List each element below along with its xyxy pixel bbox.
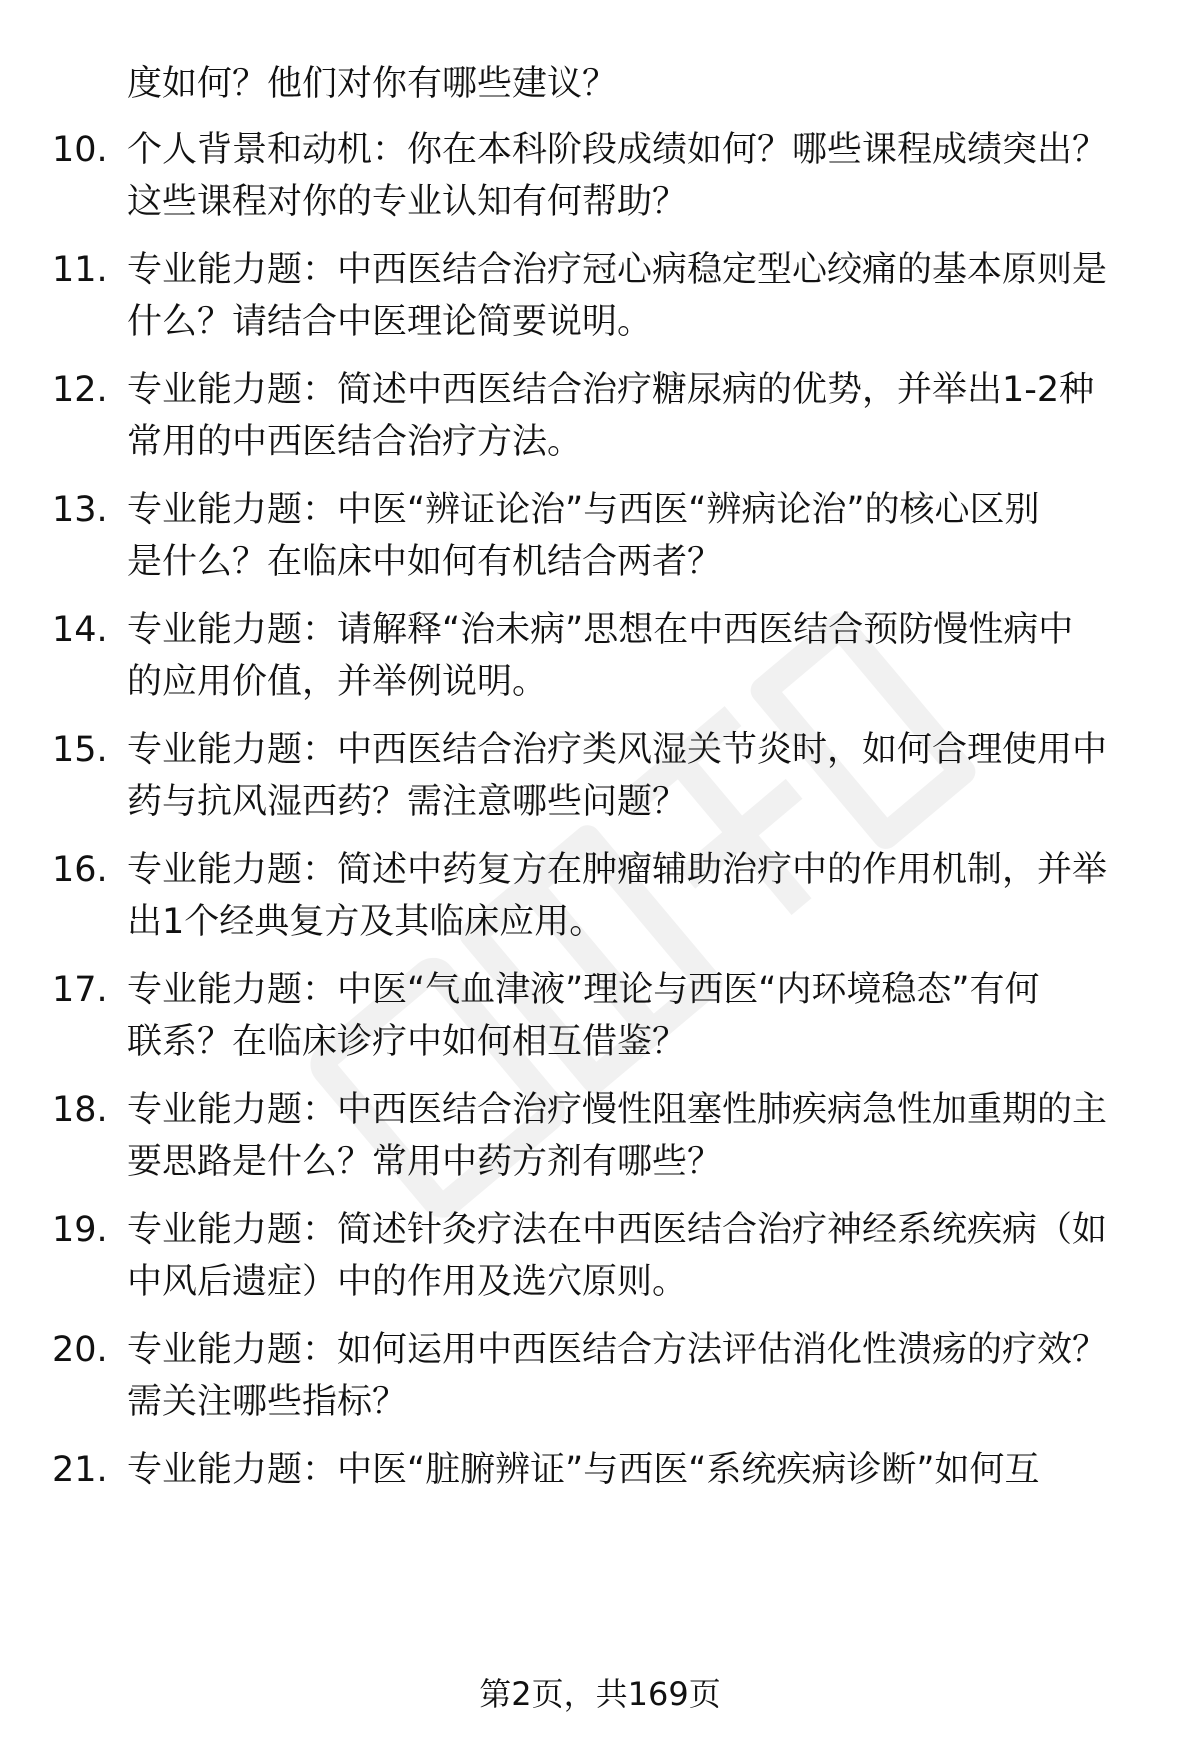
question-text-line: 专业能力题：中医“脏腑辨证”与西医“系统疾病诊断”如何互 <box>127 1450 1040 1490</box>
question-text-line: 联系？在临床诊疗中如何相互借鉴？ <box>127 1022 688 1062</box>
question-text-line: 的应用价值，并举例说明。 <box>127 662 548 702</box>
question-text-line: 专业能力题：中西医结合治疗类风湿关节炎时，如何合理使用中 <box>127 730 1108 770</box>
question-number: 15. <box>52 730 108 770</box>
question-text <box>127 1444 1147 1496</box>
question-text <box>127 1324 1147 1428</box>
question-text-line: 专业能力题：简述中西医结合治疗糖尿病的优势，并举出1-2种 <box>127 370 1095 410</box>
question-text <box>127 964 1147 1068</box>
question-text <box>127 844 1147 948</box>
question-number: 16. <box>52 850 108 890</box>
question-text <box>127 484 1147 588</box>
question-text-line: 专业能力题：中医“辨证论治”与西医“辨病论治”的核心区别 <box>127 490 1040 530</box>
question-text-line: 什么？请结合中医理论简要说明。 <box>127 302 653 342</box>
question-text-line: 药与抗风湿西药？需注意哪些问题？ <box>127 782 688 822</box>
question-text <box>127 604 1147 708</box>
question-text <box>127 724 1147 828</box>
question-number: 19. <box>52 1210 108 1250</box>
question-number: 11. <box>52 250 108 290</box>
question-text-line: 出1个经典复方及其临床应用。 <box>127 902 605 942</box>
question-text-line: 专业能力题：请解释“治未病”思想在中西医结合预防慢性病中 <box>127 610 1074 650</box>
question-text-line: 专业能力题：中西医结合治疗慢性阻塞性肺疾病急性加重期的主 <box>127 1090 1108 1130</box>
question-text-line: 专业能力题：中医“气血津液”理论与西医“内环境稳态”有何 <box>127 970 1040 1010</box>
question-number: 21. <box>52 1450 108 1490</box>
question-text <box>127 364 1147 468</box>
question-text-line: 是什么？在临床中如何有机结合两者？ <box>127 542 723 582</box>
question-text-line: 要思路是什么？常用中药方剂有哪些？ <box>127 1142 723 1182</box>
question-text <box>127 124 1147 228</box>
question-number: 17. <box>52 970 108 1010</box>
question-text-line: 个人背景和动机：你在本科阶段成绩如何？哪些课程成绩突出？ <box>127 130 1108 170</box>
question-text <box>127 244 1147 348</box>
question-text <box>127 1084 1147 1188</box>
question-text-line: 中风后遗症）中的作用及选穴原则。 <box>127 1262 688 1302</box>
question-text-line: 这些课程对你的专业认知有何帮助？ <box>127 182 688 222</box>
question-text-line: 专业能力题：简述中药复方在肿瘤辅助治疗中的作用机制，并举 <box>127 850 1108 890</box>
question-number: 14. <box>52 610 108 650</box>
question-number: 18. <box>52 1090 108 1130</box>
question-text-line: 专业能力题：简述针灸疗法在中西医结合治疗神经系统疾病（如 <box>127 1210 1108 1250</box>
question-text-line: 需关注哪些指标？ <box>127 1382 408 1422</box>
question-number: 20. <box>52 1330 108 1370</box>
question-number: 13. <box>52 490 108 530</box>
question-text <box>127 1204 1147 1308</box>
question-text-line: 专业能力题：如何运用中西医结合方法评估消化性溃疡的疗效？ <box>127 1330 1108 1370</box>
question-number: 10. <box>52 130 108 170</box>
continuation-line: 度如何？他们对你有哪些建议？ <box>127 64 618 104</box>
question-number: 12. <box>52 370 108 410</box>
question-text-line: 专业能力题：中西医结合治疗冠心病稳定型心绞痛的基本原则是 <box>127 250 1108 290</box>
page-footer: 第2页，共169页 <box>479 1675 721 1713</box>
question-text-line: 常用的中西医结合治疗方法。 <box>127 422 583 462</box>
